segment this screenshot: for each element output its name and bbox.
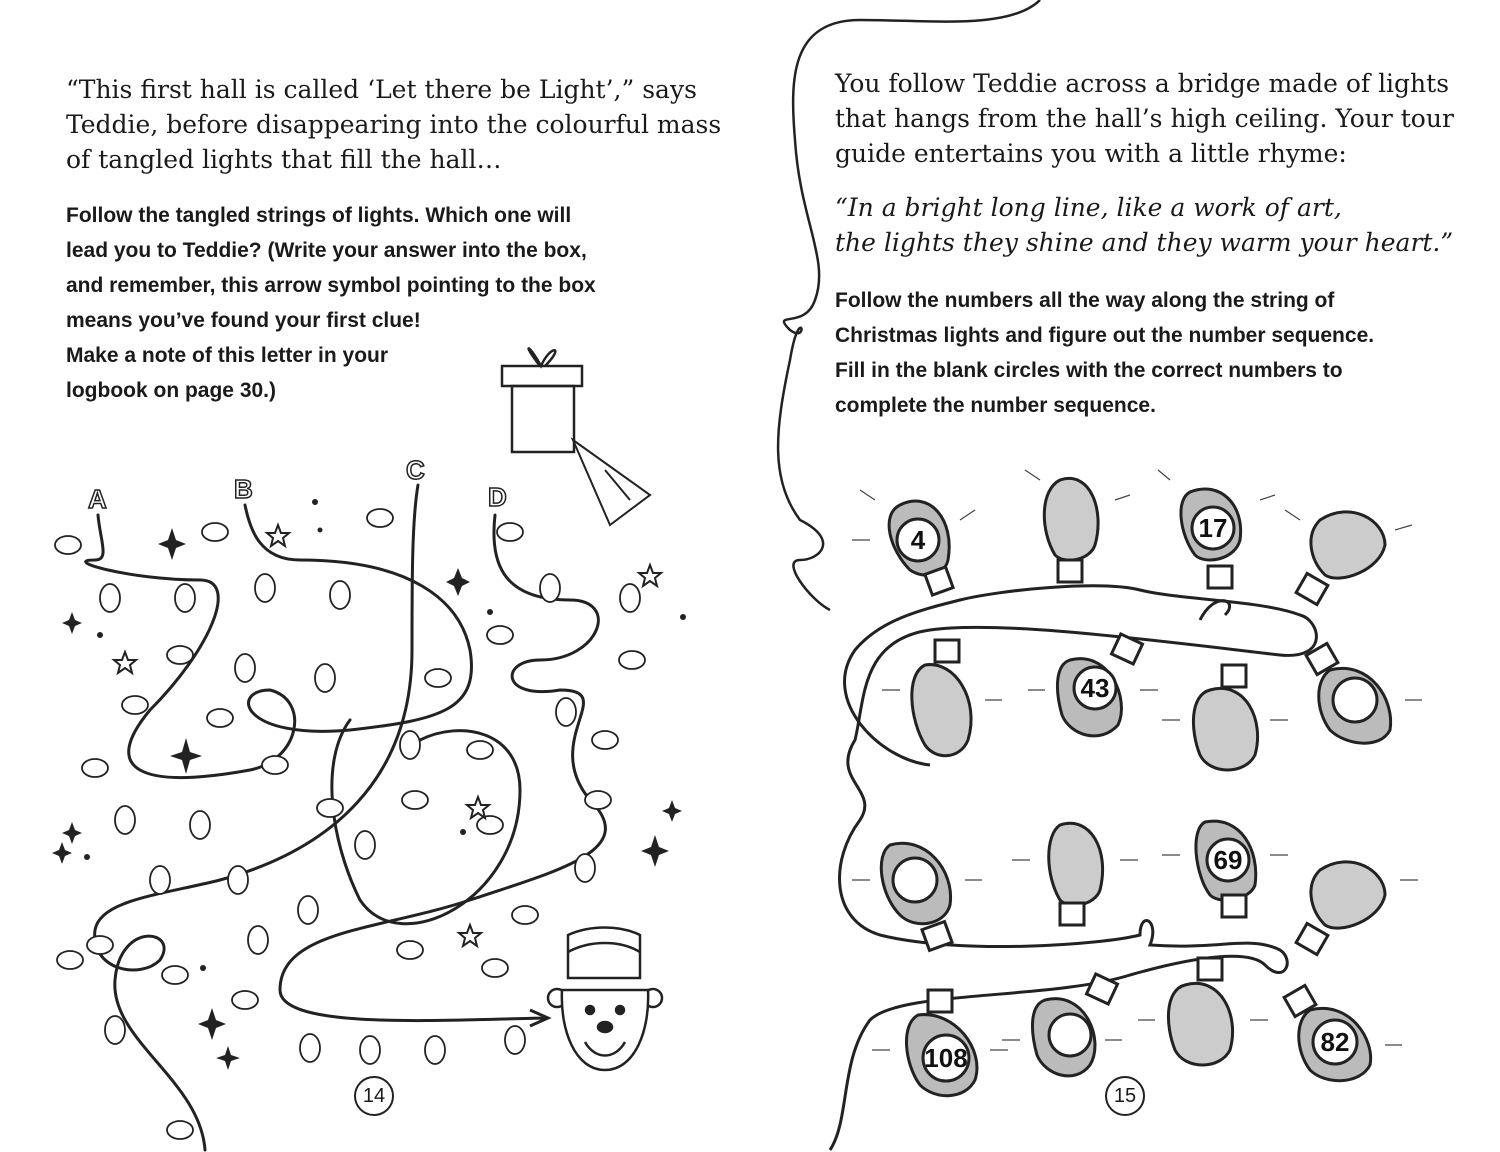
right-intro-line: guide entertains you with a little rhyme:: [835, 139, 1347, 168]
right-intro-line: You follow Teddie across a bridge made of lights: [835, 69, 1450, 98]
maze-letter-d: D: [488, 482, 507, 512]
rhyme-line: “In a bright long line, like a work of art,: [835, 193, 1342, 222]
right-instruction-line: complete the number sequence.: [835, 394, 1156, 417]
rhyme-text: [835, 190, 1454, 260]
left-instruction-line: logbook on page 30.): [66, 379, 277, 402]
right-instructions: [835, 283, 1455, 423]
left-intro-line: Teddie, before disappearing into the colourful mass: [66, 110, 722, 139]
page-number-left: 14: [354, 1076, 394, 1116]
left-instructions: [66, 198, 686, 408]
left-instruction-line: Follow the tangled strings of lights. Which one will: [66, 204, 572, 227]
right-intro-line: that hangs from the hall’s high ceiling. Your tour: [835, 104, 1454, 133]
left-intro-text: [66, 72, 722, 177]
right-intro-text: [835, 66, 1454, 171]
bulb-number-82: 82: [1320, 1027, 1350, 1057]
bulb-number-69: 69: [1213, 845, 1243, 875]
left-intro-line: “This first hall is called ‘Let there be Light’,” says: [66, 75, 697, 104]
page-number-right: 15: [1105, 1076, 1145, 1116]
bulb-number-43: 43: [1080, 673, 1110, 703]
number-bulbs: [881, 478, 1390, 1095]
christmas-tree-icon: [573, 440, 650, 525]
rhyme-line: the lights they shine and they warm your heart.”: [835, 228, 1454, 257]
left-instruction-line: and remember, this arrow symbol pointing to the box: [66, 274, 596, 297]
sparkles: [52, 499, 686, 1070]
maze-letter-b: B: [234, 474, 253, 504]
right-instruction-line: Christmas lights and figure out the number sequence.: [835, 324, 1375, 347]
right-instruction-line: Follow the numbers all the way along the string of: [835, 289, 1335, 312]
left-intro-line: of tangled lights that fill the hall…: [66, 145, 502, 174]
left-instruction-line: Make a note of this letter in your: [66, 344, 389, 367]
star-outlines: [114, 525, 661, 946]
left-instruction-line: means you’ve found your first clue!: [66, 309, 421, 332]
bulb-number-108: 108: [924, 1043, 968, 1073]
teddie-character: [548, 928, 662, 1071]
bulb-number-4: 4: [910, 525, 926, 555]
bulb-number-17: 17: [1198, 513, 1228, 543]
maze-letter-a: A: [88, 484, 107, 514]
left-instruction-line: lead you to Teddie? (Write your answer into the box,: [66, 239, 587, 262]
maze-letter-c: C: [406, 455, 425, 485]
right-instruction-line: Fill in the blank circles with the correct numbers to: [835, 359, 1343, 382]
